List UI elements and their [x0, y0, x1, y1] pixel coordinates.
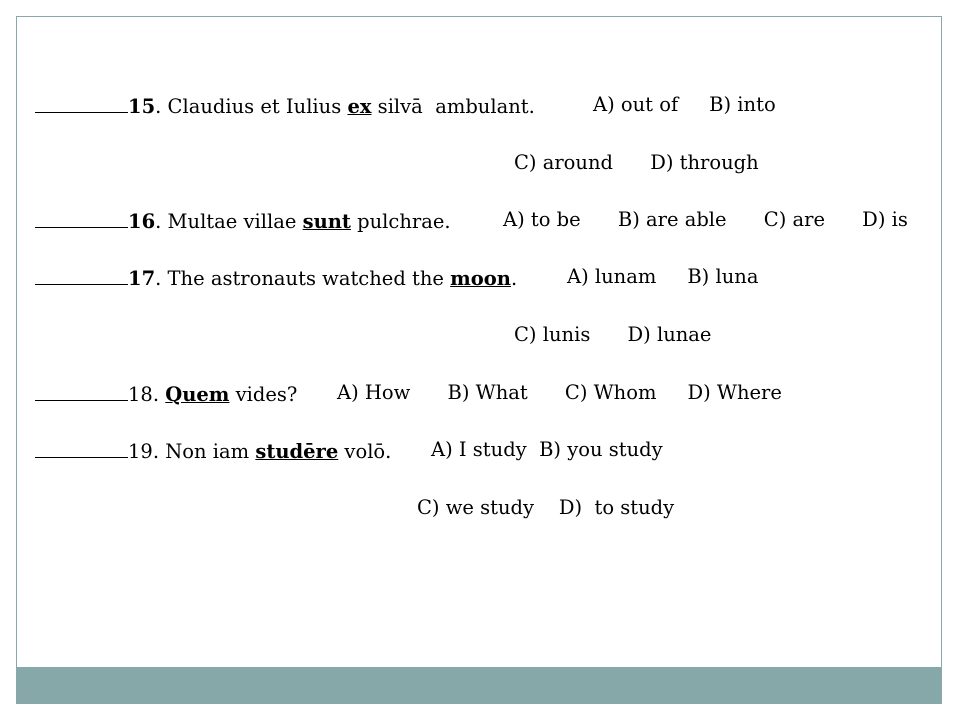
- footer-bar: [17, 667, 941, 703]
- options-18-line1: A) How B) What C) Whom D) Where: [337, 381, 782, 404]
- slide: [16, 16, 942, 704]
- keyword: sunt: [302, 210, 351, 233]
- options-19-line1: A) I study B) you study: [431, 438, 663, 461]
- answer-blank[interactable]: [35, 440, 128, 458]
- options-15-line1: A) out of B) into: [593, 93, 776, 116]
- options-17-line2: C) lunis D) lunae: [514, 323, 712, 346]
- question-number: 18: [128, 383, 153, 406]
- options-16-line1: A) to be B) are able C) are D) is: [503, 208, 908, 231]
- keyword: Quem: [165, 383, 230, 406]
- question-number: 16: [128, 210, 156, 233]
- answer-blank[interactable]: [35, 95, 128, 113]
- question-17: [35, 267, 517, 289]
- question-number: 19: [128, 440, 153, 463]
- question-text: . The astronauts watched the: [155, 267, 451, 290]
- question-number: 17: [128, 267, 156, 290]
- options-17-line1: A) lunam B) luna: [567, 265, 759, 288]
- question-16: [35, 210, 451, 232]
- question-text: . Multae villae: [155, 210, 303, 233]
- options-15-line2: C) around D) through: [514, 151, 759, 174]
- answer-blank[interactable]: [35, 210, 128, 228]
- question-text: .: [152, 383, 166, 406]
- options-19-line2: C) we study D) to study: [417, 496, 675, 519]
- question-text: . Claudius et Iulius: [155, 95, 348, 118]
- question-15: [35, 95, 535, 117]
- question-text: pulchrae.: [350, 210, 451, 233]
- question-number: 15: [128, 95, 156, 118]
- question-18: [35, 383, 297, 405]
- question-text: volō.: [338, 440, 392, 463]
- answer-blank[interactable]: [35, 383, 128, 401]
- question-text: vides?: [229, 383, 298, 406]
- answer-blank[interactable]: [35, 267, 128, 285]
- question-text: . Non iam: [152, 440, 256, 463]
- keyword: studēre: [255, 440, 339, 463]
- question-19: [35, 440, 391, 462]
- keyword: moon: [450, 267, 511, 290]
- question-text: .: [510, 267, 518, 290]
- keyword: ex: [347, 95, 372, 118]
- question-text: silvā ambulant.: [371, 95, 535, 118]
